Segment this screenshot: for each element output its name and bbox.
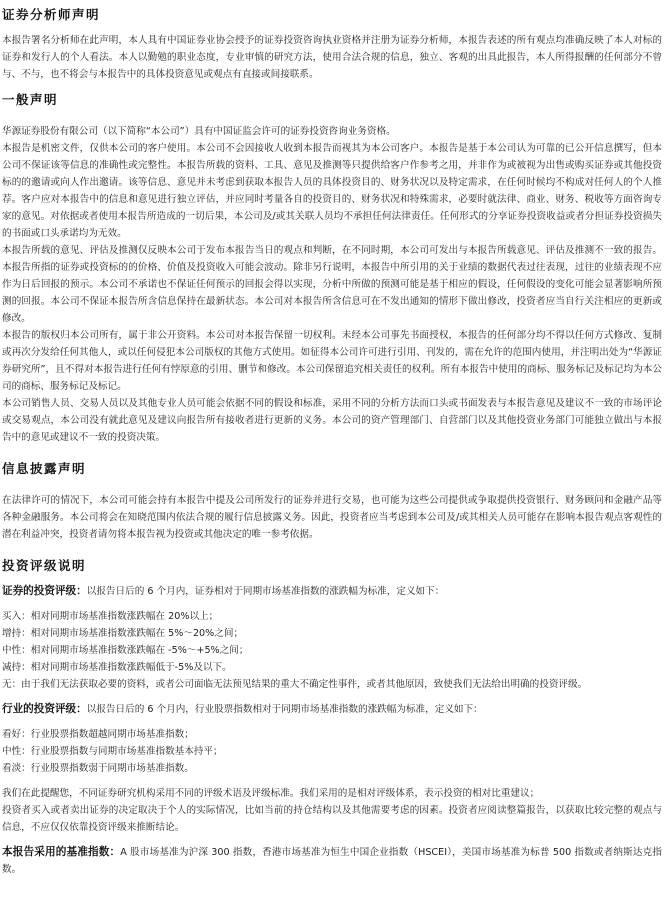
rating-reminder-2: 投资者买入或者卖出证券的决定取决于个人的实际情况，比如当前的持仓结构以及其他需要考虑的因素。投资者应阅读整篇报告，以获取比较完整的观点与信息，不应仅仅依靠投资评级来推断结论。 (2, 805, 662, 833)
stock-rating-buy: 买入：相对同期市场基准指数涨跌幅在 20%以上； (2, 611, 219, 622)
analyst-statement-title: 证券分析师声明 (2, 7, 101, 22)
disclosure-body: 在法律许可的情况下，本公司可能会持有本报告中提及公司所发行的证券并进行交易，也可能为这些公司提供或争取提供投资银行、财务顾问和金融产品等各种金融服务。本公司将会在知晓范围内依法合规的履行信息披露义务。因此，投资者应当考虑到本公司及/或其相关人员可能存在影响本报告观点客观性的潜在利益冲突，投资者请勿将本报告视为投资或其他决定的唯一参考依据。 (2, 495, 662, 540)
stock-rating-label: 证券的投资评级： (2, 585, 87, 597)
industry-rating-line (2, 701, 662, 718)
analyst-statement-body: 本报告署名分析师在此声明，本人具有中国证券业协会授予的证券投资咨询执业资格并注册为证券分析师，本报告表述的所有观点均准确反映了本人对标的证券和发行人的个人看法。本人以勤勉的职业态度，专业审慎的研究方法，使用合法合规的信息，独立、客观的出具此报告，本人所得报酬的任何部分不曾与、不与，也不将会与本报告中的具体投资意见或观点有直接或间接联系。 (2, 35, 662, 80)
general-statement-title: 一般声明 (2, 92, 59, 107)
industry-rating-negative: 看淡：行业股票指数弱于同期市场基准指数。 (2, 763, 194, 774)
benchmark-label: 本报告采用的基准指数： (2, 846, 121, 858)
rating-reminder-1: 我们在此提醒您，不同证券研究机构采用不同的评级术语及评级标准。我们采用的是相对评级体系，表示投资的相对比重建议； (2, 788, 540, 799)
stock-rating-none: 无：由于我们无法获取必要的资料，或者公司面临无法预见结果的重大不确定性事件，或者其他原因，致使我们无法给出明确的投资评级。 (2, 679, 588, 690)
stock-rating-underweight: 减持：相对同期市场基准指数涨跌幅低于-5%及以下。 (2, 662, 232, 673)
rating-explanation-title: 投资评级说明 (2, 558, 87, 573)
industry-rating-neutral: 中性：行业股票指数与同期市场基准指数基本持平； (2, 746, 223, 757)
general-paragraph-1: 本报告是机密文件，仅供本公司的客户使用。本公司不会因接收人收到本报告而视其为本公司客户。本报告是基于本公司认为可靠的已公开信息撰写，但本公司不保证该等信息的准确性或完整性。本报告所载的资料、工具、意见及推测等只提供给客户作参考之用，并非作为或被视为出售或购买证券或其他投资标的的邀请或向人作出邀请。该等信息、意见并未考虑到获取本报告人员的具体投资目的、财务状况以及特定需求，在任何时候均不构成对任何人的个人推荐。客户应对本报告中的信息和意见进行独立评估，并应同时考量各自的投资目的、财务状况和特殊需求，必要时就法律、商业、财务、税收等方面咨询专家的意见。对依据或者使用本报告所造成的一切后果，本公司及/或其关联人员均不承担任何法律责任。任何形式的分享证券投资收益或者分担证券投资损失的书面或口头承诺均为无效。 (2, 143, 662, 239)
general-paragraph-2: 本报告所载的意见、评估及推测仅反映本公司于发布本报告当日的观点和判断，在不同时期，本公司可发出与本报告所载意见、评估及推测不一致的报告。本报告所指的证券或投资标的的价格、价值及投资收入可能会波动。除非另行说明，本报告中所引用的关于业绩的数据代表过往表现，过往的业绩表现不应作为日后回报的预示。本公司不承诺也不保证任何预示的回报会得以实现，分析中所做的预测可能是基于相应的假设，任何假设的变化可能会显著影响所预测的回报。本公司不保证本报告所含信息保持在最新状态。本公司对本报告所含信息可在不发出通知的情形下做出修改，投资者应当自行关注相应的更新或修改。 (2, 245, 662, 324)
stock-rating-overweight: 增持：相对同期市场基准指数涨跌幅在 5%～20%之间； (2, 628, 244, 639)
general-intro: 华源证券股份有限公司（以下简称“本公司”）具有中国证监会许可的证券投资咨询业务资格。 (2, 126, 396, 137)
disclosure-statement-title: 信息披露声明 (2, 461, 87, 476)
stock-rating-line (2, 583, 662, 600)
benchmark-line (2, 844, 662, 878)
benchmark-desc: A 股市场基准为沪深 300 指数，香港市场基准为恒生中国企业指数（HSCEI），美国市场基准为标普 500 指数或者纳斯达克指数。 (2, 847, 663, 875)
industry-rating-label: 行业的投资评级： (2, 703, 87, 715)
stock-rating-desc: 以报告日后的 6 个月内，证券相对于同期市场基准指数的涨跌幅为标准，定义如下： (86, 586, 445, 597)
general-paragraph-3: 本报告的版权归本公司所有，属于非公开资料。本公司对本报告保留一切权利。未经本公司事先书面授权，本报告的任何部分均不得以任何方式修改、复制或再次分发给任何其他人，或以任何侵犯本公司版权的其他方式使用。如征得本公司许可进行引用、刊发的，需在允许的范围内使用，并注明出处为“华源证券研究所”，且不得对本报告进行任何有悖原意的引用、删节和修改。本公司保留追究相关责任的权利。所有本报告中使用的商标、服务标记及标记均为本公司的商标、服务标记及标记。 (2, 330, 662, 392)
stock-rating-neutral: 中性：相对同期市场基准指数涨跌幅在 -5%～+5%之间； (2, 645, 249, 656)
industry-rating-positive: 看好：行业股票指数超越同期市场基准指数； (2, 729, 194, 740)
industry-rating-desc: 以报告日后的 6 个月内，行业股票指数相对于同期市场基准指数的涨跌幅为标准，定义如下： (86, 704, 483, 715)
general-paragraph-4: 本公司销售人员、交易人员以及其他专业人员可能会依据不同的假设和标准，采用不同的分析方法而口头或书面发表与本报告意见及建议不一致的市场评论或交易观点，本公司没有就此意见及建议向报告所有接收者进行更新的义务。本公司的资产管理部门、自营部门以及其他投资业务部门可能独立做出与本报告中的意见或建议不一致的投资决策。 (2, 398, 662, 443)
